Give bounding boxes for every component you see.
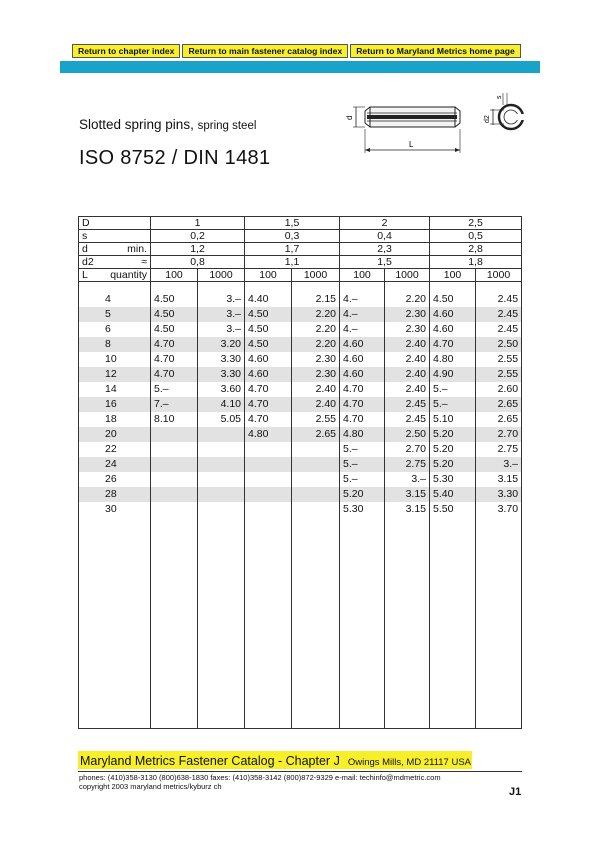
price-cell: 4.80: [340, 427, 385, 442]
price-cell: 3.15: [476, 472, 522, 487]
price-cell: 2.45: [476, 322, 522, 337]
price-cell: 2.15: [292, 292, 340, 307]
price-cell: 4.–: [340, 307, 385, 322]
price-cell: 4.70: [245, 412, 292, 427]
price-cell: 2.55: [476, 367, 522, 382]
spacer-row: [79, 282, 522, 292]
copyright: copyright 2003 maryland metrics/kyburz ch: [79, 782, 222, 791]
row-s: [79, 230, 522, 243]
price-cell: 4.60: [340, 367, 385, 382]
length-cell: 14: [79, 382, 151, 397]
nav-links: [72, 44, 521, 58]
table-row: [79, 457, 522, 472]
subtitle-material: spring steel: [197, 120, 257, 132]
price-cell: 4.80: [245, 427, 292, 442]
price-cell: 8.10: [151, 412, 198, 427]
product-subtitle: [79, 117, 256, 132]
price-cell: 3.–: [385, 472, 430, 487]
label-L: L: [409, 140, 414, 149]
length-cell: 16: [79, 397, 151, 412]
price-cell: 4.50: [151, 322, 198, 337]
price-cell: [151, 457, 198, 472]
row-L-quantity: [79, 269, 522, 282]
price-cell: [198, 502, 245, 517]
table-row: [79, 367, 522, 382]
price-cell: 4.60: [340, 352, 385, 367]
price-cell: 3.20: [198, 337, 245, 352]
price-cell: 2.40: [385, 367, 430, 382]
price-cell: 2.50: [476, 337, 522, 352]
label-cell: D: [79, 217, 151, 230]
price-cell: 2.45: [476, 292, 522, 307]
table-row: [79, 337, 522, 352]
value-cell: 0,5: [430, 230, 522, 243]
price-cell: [151, 487, 198, 502]
price-cell: 5.30: [340, 502, 385, 517]
price-cell: 2.30: [385, 322, 430, 337]
price-cell: [198, 487, 245, 502]
price-cell: 2.30: [292, 352, 340, 367]
table-row: [79, 502, 522, 517]
qty-cell: 1000: [292, 269, 340, 282]
length-cell: 24: [79, 457, 151, 472]
row-d: [79, 243, 522, 256]
main-catalog-index-link[interactable]: Return to main fastener catalog index: [182, 44, 348, 58]
price-cell: 3.15: [385, 502, 430, 517]
price-cell: 4.50: [151, 307, 198, 322]
price-cell: 4.40: [245, 292, 292, 307]
price-cell: 4.60: [245, 352, 292, 367]
value-cell: 0,4: [340, 230, 430, 243]
qty-cell: 1000: [476, 269, 522, 282]
price-cell: [198, 427, 245, 442]
length-cell: 4: [79, 292, 151, 307]
price-cell: 4.70: [340, 382, 385, 397]
price-cell: [151, 472, 198, 487]
label-cell: [79, 256, 151, 269]
qty-cell: 1000: [198, 269, 245, 282]
label-d2: d2: [484, 115, 491, 123]
price-cell: 2.70: [385, 442, 430, 457]
value-cell: 0,8: [151, 256, 245, 269]
price-cell: [198, 472, 245, 487]
price-cell: 4.50: [245, 307, 292, 322]
price-cell: 2.45: [385, 412, 430, 427]
price-cell: 2.70: [476, 427, 522, 442]
price-cell: 4.70: [151, 337, 198, 352]
price-cell: 5.–: [430, 397, 476, 412]
price-cell: 2.40: [385, 382, 430, 397]
price-cell: 2.50: [385, 427, 430, 442]
spring-pin-drawing: [343, 87, 528, 159]
price-cell: 5.05: [198, 412, 245, 427]
price-cell: [292, 472, 340, 487]
price-cell: 3.–: [198, 292, 245, 307]
label-qualifier: ≈: [141, 256, 147, 268]
qty-cell: 100: [245, 269, 292, 282]
row-d2: [79, 256, 522, 269]
price-cell: 5.20: [430, 457, 476, 472]
price-cell: 3.60: [198, 382, 245, 397]
label-cell: [79, 243, 151, 256]
length-cell: 22: [79, 442, 151, 457]
price-cell: 5.20: [430, 442, 476, 457]
page-title: ISO 8752 / DIN 1481: [79, 147, 271, 169]
table-row: [79, 487, 522, 502]
value-cell: 1,5: [340, 256, 430, 269]
price-cell: 2.20: [292, 322, 340, 337]
price-cell: 2.20: [385, 292, 430, 307]
price-cell: 2.65: [292, 427, 340, 442]
price-cell: 3.–: [198, 307, 245, 322]
table-row: [79, 292, 522, 307]
length-cell: 10: [79, 352, 151, 367]
page-number: J1: [509, 786, 522, 798]
value-cell: 0,2: [151, 230, 245, 243]
price-cell: [151, 442, 198, 457]
label-text: d: [82, 243, 88, 255]
price-cell: 5.10: [430, 412, 476, 427]
price-cell: 3.–: [198, 322, 245, 337]
price-cell: 2.20: [292, 307, 340, 322]
footer-title: [80, 754, 471, 768]
value-cell: 1,2: [151, 243, 245, 256]
price-cell: 5.30: [430, 472, 476, 487]
price-cell: [292, 487, 340, 502]
price-cell: 4.50: [430, 292, 476, 307]
label-qualifier: quantity: [110, 269, 147, 281]
price-cell: 3.15: [385, 487, 430, 502]
price-cell: 3.30: [198, 352, 245, 367]
qty-cell: 100: [430, 269, 476, 282]
header-accent-bar: [60, 61, 540, 73]
price-cell: 4.60: [245, 367, 292, 382]
value-cell: 2,8: [430, 243, 522, 256]
length-cell: 26: [79, 472, 151, 487]
table-row: [79, 307, 522, 322]
price-cell: [292, 442, 340, 457]
price-cell: [245, 487, 292, 502]
qty-cell: 100: [340, 269, 385, 282]
price-cell: 5.–: [340, 442, 385, 457]
row-D: [79, 217, 522, 230]
chapter-index-link[interactable]: Return to chapter index: [72, 44, 180, 58]
price-cell: 2.20: [292, 337, 340, 352]
footer-divider: [78, 771, 522, 772]
price-cell: 5.20: [340, 487, 385, 502]
price-cell: 4.80: [430, 352, 476, 367]
value-cell: 1,5: [245, 217, 340, 230]
price-cell: [198, 442, 245, 457]
price-cell: 3.70: [476, 502, 522, 517]
price-cell: 4.10: [198, 397, 245, 412]
price-cell: 3.30: [198, 367, 245, 382]
price-cell: 4.70: [151, 352, 198, 367]
length-cell: 12: [79, 367, 151, 382]
length-cell: 20: [79, 427, 151, 442]
price-cell: 5.50: [430, 502, 476, 517]
price-cell: 2.75: [385, 457, 430, 472]
length-cell: 30: [79, 502, 151, 517]
length-cell: 5: [79, 307, 151, 322]
value-cell: 1,8: [430, 256, 522, 269]
price-cell: [151, 427, 198, 442]
qty-cell: 1000: [385, 269, 430, 282]
price-cell: 2.30: [385, 307, 430, 322]
price-cell: 3.30: [476, 487, 522, 502]
price-cell: 4.50: [151, 292, 198, 307]
length-cell: 6: [79, 322, 151, 337]
qty-cell: 100: [151, 269, 198, 282]
price-cell: 2.45: [385, 397, 430, 412]
price-cell: 5.–: [340, 472, 385, 487]
price-cell: 5.–: [430, 382, 476, 397]
value-cell: 1,7: [245, 243, 340, 256]
table-row: [79, 472, 522, 487]
price-cell: [245, 502, 292, 517]
price-cell: [151, 502, 198, 517]
price-cell: 4.70: [245, 397, 292, 412]
subtitle-main: Slotted spring pins,: [79, 117, 194, 132]
table-row: [79, 412, 522, 427]
table-row: [79, 427, 522, 442]
price-cell: 4.70: [151, 367, 198, 382]
price-cell: 2.40: [385, 352, 430, 367]
price-cell: 4.70: [340, 397, 385, 412]
price-cell: [245, 457, 292, 472]
table-filler: [79, 517, 522, 729]
price-cell: 2.60: [476, 382, 522, 397]
price-cell: 5.–: [151, 382, 198, 397]
price-cell: 2.65: [476, 412, 522, 427]
label-cell: s: [79, 230, 151, 243]
price-cell: 4.60: [430, 322, 476, 337]
price-cell: 2.40: [385, 337, 430, 352]
value-cell: 2,5: [430, 217, 522, 230]
price-cell: 4.–: [340, 292, 385, 307]
label-text: d2: [82, 256, 94, 268]
price-cell: 4.60: [430, 307, 476, 322]
label-cell: [79, 269, 151, 282]
price-cell: 4.50: [245, 322, 292, 337]
price-cell: 4.60: [340, 337, 385, 352]
price-cell: 2.55: [292, 412, 340, 427]
price-cell: 2.75: [476, 442, 522, 457]
table-row: [79, 322, 522, 337]
price-cell: 4.70: [245, 382, 292, 397]
length-cell: 18: [79, 412, 151, 427]
price-cell: 4.90: [430, 367, 476, 382]
value-cell: 0,3: [245, 230, 340, 243]
price-cell: [245, 442, 292, 457]
length-cell: 8: [79, 337, 151, 352]
label-qualifier: min.: [127, 243, 147, 255]
price-cell: 5.20: [430, 427, 476, 442]
price-cell: 5.40: [430, 487, 476, 502]
label-text: L: [82, 269, 88, 281]
price-cell: 5.–: [340, 457, 385, 472]
catalog-title: Maryland Metrics Fastener Catalog - Chapter J: [80, 754, 340, 768]
price-cell: [245, 472, 292, 487]
price-cell: 2.40: [292, 382, 340, 397]
price-cell: [198, 457, 245, 472]
table-row: [79, 442, 522, 457]
value-cell: 2,3: [340, 243, 430, 256]
price-cell: 2.40: [292, 397, 340, 412]
table-row: [79, 382, 522, 397]
price-cell: 2.55: [476, 352, 522, 367]
price-cell: 4.50: [245, 337, 292, 352]
value-cell: 1,1: [245, 256, 340, 269]
table-row: [79, 352, 522, 367]
table-row: [79, 397, 522, 412]
label-s: s: [496, 95, 503, 99]
price-cell: 7.–: [151, 397, 198, 412]
value-cell: 2: [340, 217, 430, 230]
price-cell: 4.70: [340, 412, 385, 427]
home-page-link[interactable]: Return to Maryland Metrics home page: [350, 44, 521, 58]
price-cell: 4.–: [340, 322, 385, 337]
price-cell: 2.45: [476, 307, 522, 322]
length-cell: 28: [79, 487, 151, 502]
price-cell: [292, 457, 340, 472]
price-cell: 3.–: [476, 457, 522, 472]
price-cell: 2.30: [292, 367, 340, 382]
value-cell: 1: [151, 217, 245, 230]
price-cell: 4.70: [430, 337, 476, 352]
contact-info: phones: (410)358-3130 (800)638-1830 faxes: (410)358-3142 (800)872-9329 e-mail: techinfo@mdmetric.com: [79, 773, 441, 782]
dimensions-price-table: [78, 216, 522, 729]
price-cell: 2.65: [476, 397, 522, 412]
label-d: d: [345, 115, 354, 120]
company-location: Owings Mills, MD 21117 USA: [347, 757, 472, 768]
price-cell: [292, 502, 340, 517]
